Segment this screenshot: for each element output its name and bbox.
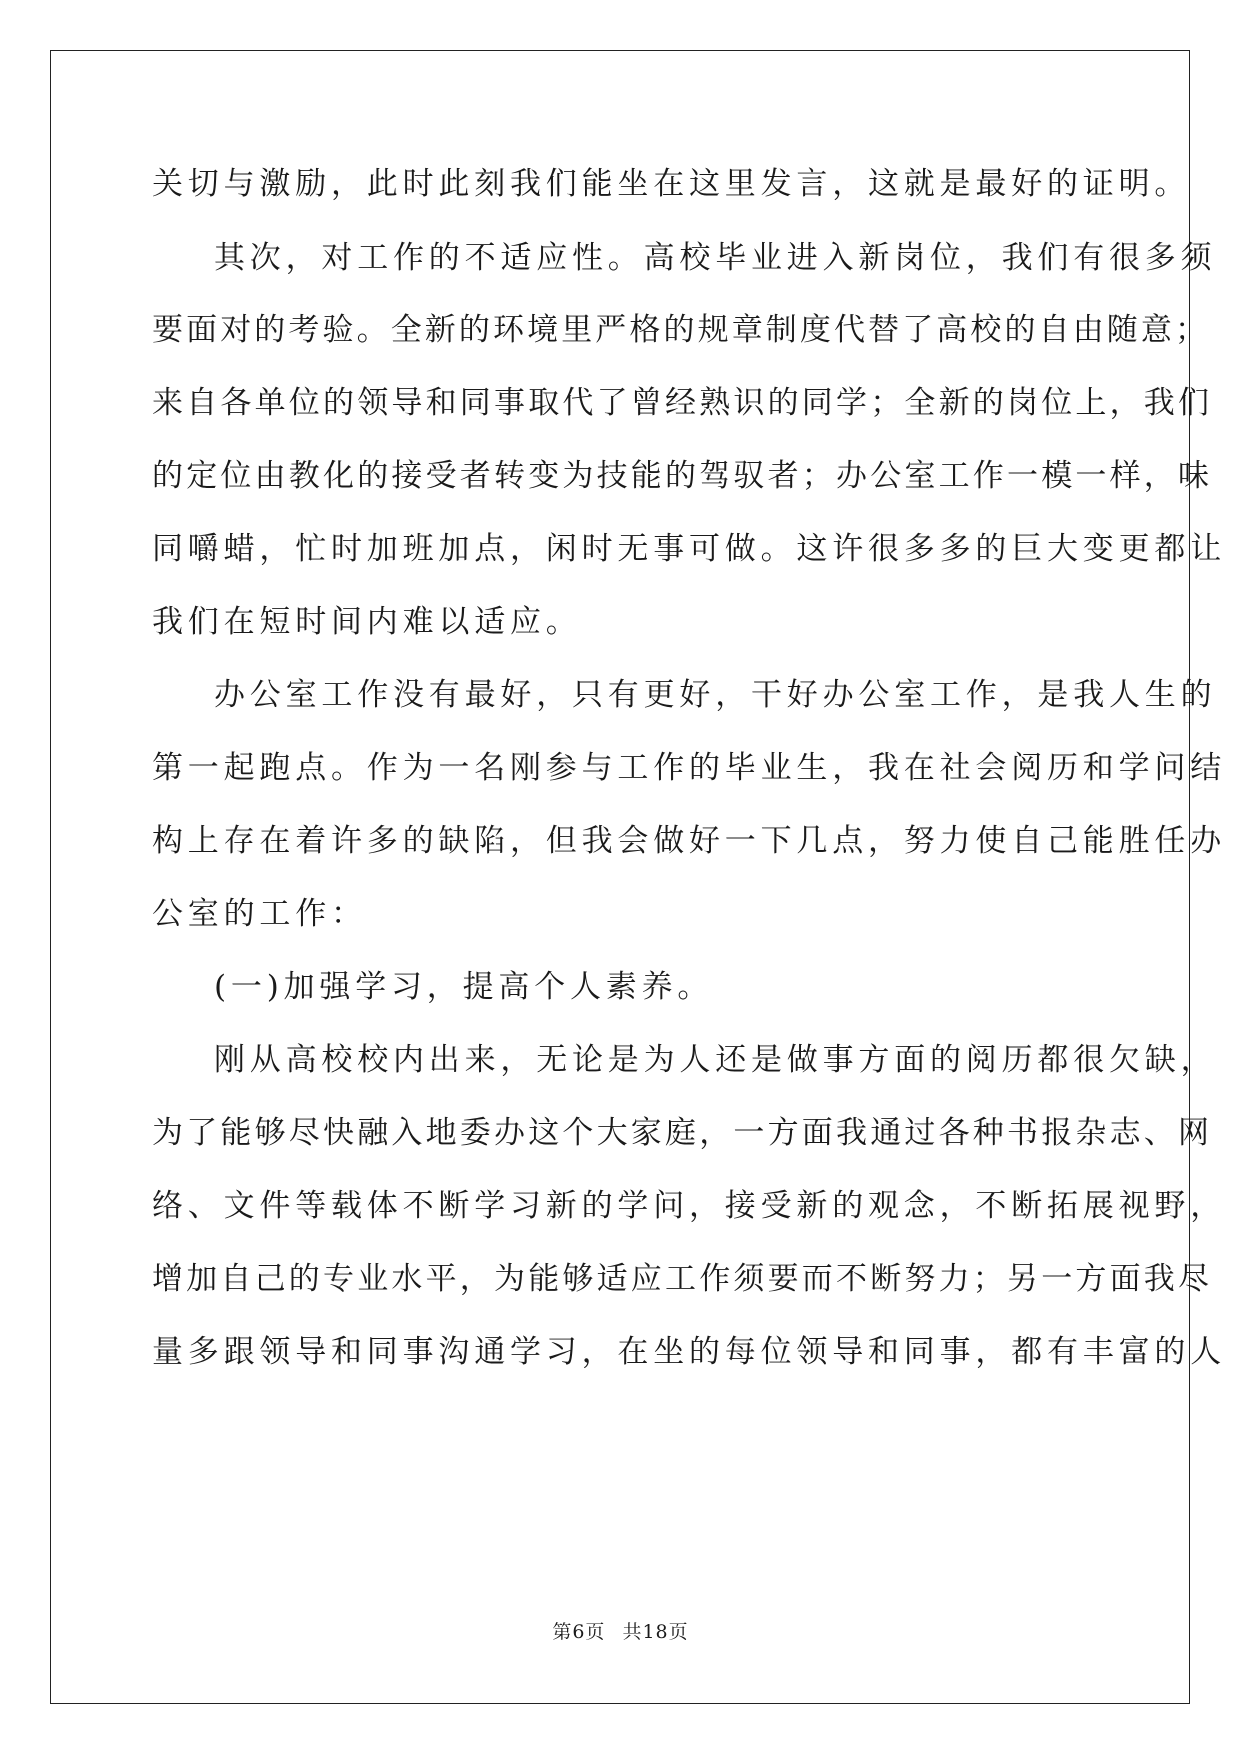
text-line: 同嚼蜡，忙时加班加点，闲时无事可做。这许很多多的巨大变更都让 — [152, 531, 1226, 567]
paragraph-line: 办公室工作没有最好，只有更好，干好办公室工作，是我人生的 — [214, 677, 1217, 713]
paragraph-line: (一)加强学习，提高个人素养。 — [214, 969, 714, 1005]
paragraph-line: 其次，对工作的不适应性。高校毕业进入新岗位，我们有很多须 — [214, 240, 1217, 276]
page-total: 共18页 — [622, 1621, 689, 1643]
page-footer — [0, 1617, 1241, 1644]
text-line: 增加自己的专业水平，为能够适应工作须要而不断努力；另一方面我尽 — [152, 1261, 1213, 1297]
page-number: 第6页 — [552, 1621, 606, 1643]
text-line: 公室的工作： — [152, 896, 367, 932]
text-line: 构上存在着许多的缺陷，但我会做好一下几点，努力使自己能胜任办 — [152, 823, 1226, 859]
text-line: 要面对的考验。全新的环境里严格的规章制度代替了高校的自由随意； — [152, 312, 1210, 348]
text-line: 的定位由教化的接受者转变为技能的驾驭者；办公室工作一模一样，味 — [152, 458, 1213, 494]
paragraph-line: 刚从高校校内出来，无论是为人还是做事方面的阅历都很欠缺， — [214, 1042, 1217, 1078]
text-line: 为了能够尽快融入地委办这个大家庭，一方面我通过各种书报杂志、网 — [152, 1115, 1213, 1151]
text-line: 量多跟领导和同事沟通学习，在坐的每位领导和同事，都有丰富的人 — [152, 1334, 1226, 1370]
text-line: 络、文件等载体不断学习新的学问，接受新的观念，不断拓展视野， — [152, 1188, 1226, 1224]
text-line: 来自各单位的领导和同事取代了曾经熟识的同学；全新的岗位上，我们 — [152, 385, 1213, 421]
page-frame — [50, 50, 1226, 1704]
text-line: 我们在短时间内难以适应。 — [152, 604, 582, 640]
text-line: 第一起跑点。作为一名刚参与工作的毕业生，我在社会阅历和学问结 — [152, 750, 1226, 786]
text-line: 关切与激励，此时此刻我们能坐在这里发言，这就是最好的证明。 — [152, 166, 1191, 202]
